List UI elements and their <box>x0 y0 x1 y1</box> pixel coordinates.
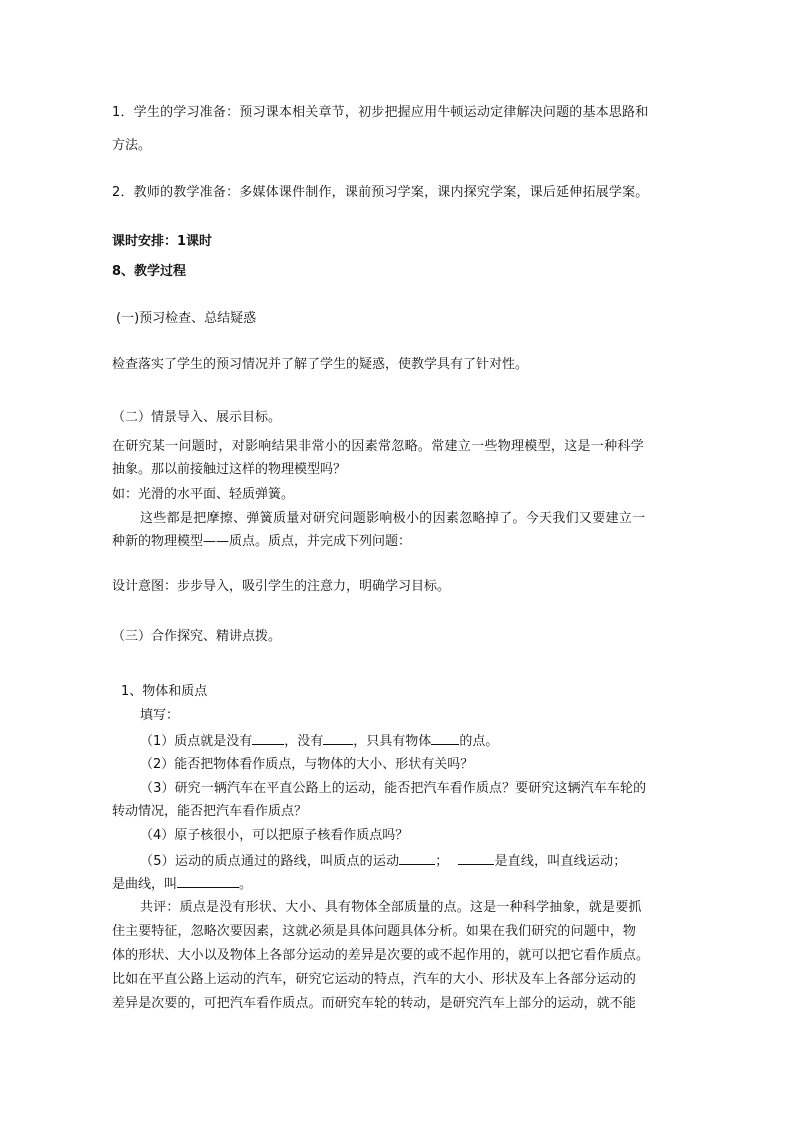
section2-title: （二）情景导入、展示目标。 <box>112 410 282 425</box>
section3-subheading: 1、物体和质点 <box>121 684 208 699</box>
section2-line3: 如：光滑的水平面、轻质弹簧。 <box>112 487 295 502</box>
answer-blank <box>177 875 239 888</box>
answer-blank <box>399 852 435 865</box>
comment-line5: 差异是次要的，可把汽车看作质点。而研究车轮的转动，是研究汽车上部分的运动，就不能 <box>112 996 637 1011</box>
section1-title: (一)预习检查、总结疑惑 <box>116 311 257 326</box>
question-1: （1）质点就是没有 ，没有 ，只具有物体 的点。 <box>140 734 499 749</box>
section1-text: 检查落实了学生的预习情况并了解了学生的疑惑，使教学具有了针对性。 <box>112 357 529 372</box>
question-5-line2: 是曲线，叫 。 <box>112 877 253 892</box>
section2-line5: 种新的物理模型——质点。质点，并完成下列问题： <box>112 534 412 549</box>
prep-teacher: 2．教师的教学准备：多媒体课件制作，课前预习学案，课内探究学案，课后延伸拓展学案。 <box>112 185 649 200</box>
section2-line1: 在研究某一问题时，对影响结果非常小的因素常忽略。常建立一些物理模型，这是一种科学 <box>112 439 645 454</box>
section2-line4: 这些都是把摩擦、弹簧质量对研究问题影响极小的因素忽略掉了。今天我们又要建立一 <box>140 511 646 526</box>
process-heading: 8、教学过程 <box>112 264 187 279</box>
question-2: （2）能否把物体看作质点，与物体的大小、形状有关吗？ <box>140 757 474 772</box>
comment-line4: 比如在平直公路上运动的汽车，研究它运动的特点，汽车的大小、形状及车上各部分运动的 <box>112 972 637 987</box>
section2-intent: 设计意图：步步导入，吸引学生的注意力，明确学习目标。 <box>112 579 451 594</box>
question-3-line2: 转动情况，能否把汽车看作质点？ <box>112 804 308 819</box>
answer-blank <box>458 852 494 865</box>
comment-line2: 住主要特征，忽略次要因素，这就必须是具体问题具体分析。如果在我们研究的问题中，物 <box>112 924 637 939</box>
fill-in-label: 填写： <box>140 708 180 723</box>
question-5: （5）运动的质点通过的路线，叫质点的运动 ； 是直线，叫直线运动； <box>140 854 627 869</box>
answer-blank <box>252 732 284 745</box>
schedule <box>112 233 212 251</box>
comment-line1: 共评：质点是没有形状、大小、具有物体全部质量的点。这是一种科学抽象，就是要抓 <box>140 900 642 915</box>
comment-line3: 体的形状、大小以及物体上各部分运动的差异是次要的或不起作用的，就可以把它看作质点。 <box>112 948 650 963</box>
question-3-line1: （3）研究一辆汽车在平直公路上的运动，能否把汽车看作质点？要研究这辆汽车车轮的 <box>140 781 647 796</box>
prep-student-line1: 1．学生的学习准备：预习课本相关章节，初步把握应用牛顿运动定律解决问题的基本思路和 <box>112 105 649 120</box>
question-4: （4）原子核很小，可以把原子核看作质点吗？ <box>140 828 409 843</box>
schedule-value: 1课时 <box>177 234 213 249</box>
schedule-label: 课时安排： <box>112 234 178 249</box>
answer-blank <box>431 732 459 745</box>
section3-title: （三）合作探究、精讲点拨。 <box>112 629 282 644</box>
answer-blank <box>323 732 353 745</box>
section2-line2: 抽象。那以前接触过这样的物理模型吗？ <box>112 462 347 477</box>
prep-student-line2: 方法。 <box>112 138 152 153</box>
